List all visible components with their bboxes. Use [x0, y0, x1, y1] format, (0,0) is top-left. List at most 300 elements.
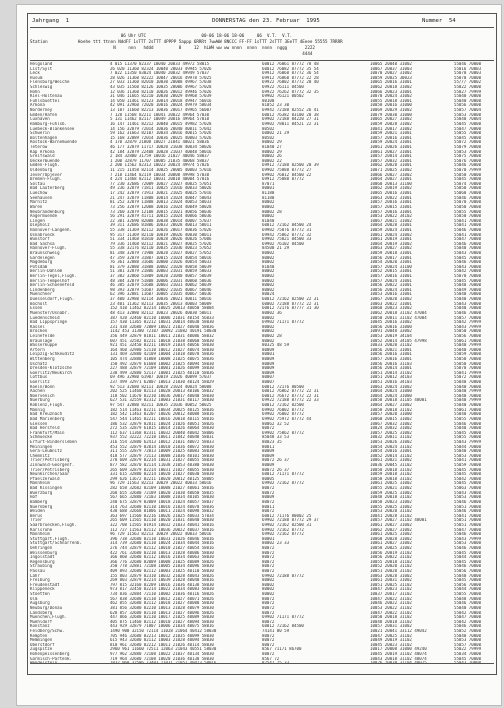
data-cell: 80072: [262, 550, 275, 555]
station-name: Marnitz: [30, 200, 48, 205]
data-cell: 95 317 11369 82110 10019 20026 40030 58011: [110, 232, 212, 237]
data-cell: 10057 20020 31000: [370, 412, 412, 417]
data-cell: 55055 70000: [454, 435, 482, 440]
station-name: Hannover-Langenh.: [30, 227, 72, 232]
data-cell: 10060 20028 31002: [370, 536, 412, 541]
data-cell: 55044 70000: [454, 444, 482, 449]
data-cell: 80002 29: [262, 140, 282, 145]
station-name: Potsdam: [30, 264, 48, 269]
header-line-4: 4444: [30, 51, 313, 56]
station-name: Gardelegen: [30, 255, 55, 260]
data-cell: 55045 70000: [454, 481, 482, 486]
data-cell: 51 381 32879 21806 10003 21031 40059 58033: [110, 269, 212, 274]
column-headers: [30, 32, 494, 61]
data-cell: 615 943 32680 82112 10003 21028 40094 58030: [110, 638, 214, 643]
data-cell: 10061 20024 31002: [370, 232, 412, 237]
issue-number: Nummer 54: [422, 18, 456, 24]
data-cell: 10061 20027 31002: [370, 541, 412, 546]
data-cell: 28 026 11360 82222 10047 20016 49978 57025: [110, 75, 212, 80]
data-cell: 55070 70000: [454, 366, 482, 371]
data-cell: 80009: [262, 453, 275, 458]
data-cell: 10056 20022 31102: [370, 555, 412, 560]
data-cell: 8567 72: [262, 656, 280, 661]
data-cell: 55045 70000: [454, 578, 482, 583]
data-cell: 55051 70000: [454, 522, 482, 527]
data-cell: 69902 75876 87772 31: [262, 227, 312, 232]
data-cell: 10056 20014 31001: [370, 366, 412, 371]
data-cell: 55047 70000: [454, 237, 482, 242]
data-cell: 26 020 11360 82324 10040 20033 49945 57026: [110, 66, 212, 71]
data-cell: 81 379 32880 31808 10002 21028 40058 58039: [110, 264, 212, 269]
data-cell: 55070 70000: [454, 274, 482, 279]
data-cell: 607 451 32582 82211 10018 21038 40060 58030: [110, 338, 214, 343]
data-cell: 55040 70000: [454, 633, 482, 638]
data-cell: 10062 20019 31002: [370, 186, 412, 191]
data-cell: 55056 70000: [454, 103, 482, 108]
data-cell: 55053 70000: [454, 149, 482, 154]
data-cell: 10061 20025 31002: [370, 532, 412, 537]
data-cell: 10056 20017 31001: [370, 255, 412, 260]
data-cell: 81 252 32879 11808 10013 21024 40053 58033: [110, 200, 212, 205]
data-cell: 80009: [262, 370, 275, 375]
station-name: Cuxhaven: [30, 117, 50, 122]
data-cell: 17 242 32879 71913 10021 21025 40025 57016: [110, 191, 212, 196]
data-cell: 69902 76102 84500: [262, 241, 304, 246]
station-name: Goerlitz: [30, 380, 50, 385]
data-cell: 60012 76082 87772 35 54: [262, 66, 319, 71]
data-cell: 547 544 11465 82211 10016 20018 40115 58016: [110, 416, 214, 421]
data-cell: 55055 70000: [454, 131, 482, 136]
station-name: Husum: [30, 75, 43, 80]
data-cell: 80002 28: [262, 209, 282, 214]
station-name: Koeln/Bonn: [30, 384, 55, 389]
data-cell: 55047 70000: [454, 527, 482, 532]
data-cell: 80009: [262, 495, 275, 500]
data-cell: 10057 20024 31001: [370, 278, 412, 283]
data-cell: 69922 76002 87772 20 40: [262, 80, 319, 85]
station-name: Braunschweig: [30, 250, 60, 255]
data-cell: 10032 20011 31102: [370, 435, 412, 440]
data-cell: 10061 20027 31001: [370, 149, 412, 154]
data-cell: 10067 20020 31002: [370, 297, 412, 302]
data-cell: 55070 70000: [454, 200, 482, 205]
station-name: Koblenz,Flugh.: [30, 403, 65, 408]
data-cell: 69902 75888 87772 27: [262, 168, 312, 173]
data-cell: 10045 20023 31102: [370, 642, 412, 647]
data-cell: 55045 70000: [454, 559, 482, 564]
data-cell: 55043 79999: [454, 324, 482, 329]
data-cell: 80002: [262, 582, 275, 587]
station-name: Bocholt: [30, 301, 48, 306]
data-cell: 69902 72188 87772: [262, 573, 304, 578]
station-name: Goerlitz/Neukirch: [30, 370, 72, 375]
data-cell: 55046 70000: [454, 601, 482, 606]
station-name: Kap Arkona: [30, 149, 55, 154]
station-name: Aachen: [30, 389, 45, 394]
station-name: Berlin-Tegel,Flugh.: [30, 274, 77, 279]
station-name: Neunkirchen/Saar: [30, 472, 70, 477]
data-cell: 80009: [262, 347, 275, 352]
data-cell: 10057 20014 31001: [370, 154, 412, 159]
data-cell: 80024: [262, 292, 275, 297]
data-cell: 10065 20016 31001: [370, 80, 412, 85]
data-cell: 55042 70000: [454, 610, 482, 615]
table-frame: [27, 13, 497, 675]
data-cell: 62 396 32881 11607 10005 21035 40067 58036: [110, 292, 212, 297]
data-cell: 55041 70000: [454, 223, 482, 228]
station-name: Lahr: [30, 573, 40, 578]
station-name: Muenchen,Flugh.: [30, 615, 67, 620]
data-cell: 80002: [262, 200, 275, 205]
data-cell: 80072: [262, 486, 275, 491]
station-name: List/Sylt: [30, 66, 53, 71]
data-cell: 46 177 32879 11717 10020 21038 40034 58026: [110, 144, 212, 149]
data-cell: 96 729 11563 82213 10029 20022 40033 58016: [110, 481, 212, 486]
data-cell: 10057 20031 31002: [370, 624, 412, 629]
station-name: Augsburg: [30, 601, 50, 606]
data-cell: 55045 70000: [454, 255, 482, 260]
data-cell: 80009: [262, 357, 275, 361]
data-cell: 55044 70000: [454, 587, 482, 592]
data-cell: 453 552 32879 82014 10010 21036 40072 58030: [110, 444, 214, 449]
data-cell: 55051 70000: [454, 504, 482, 509]
data-cell: 55072 70000: [454, 375, 482, 380]
data-cell: 937 552 32222 72218 10011 21042 40048 58031: [110, 435, 214, 440]
data-cell: 55040 70000: [454, 94, 482, 99]
data-cell: 719 964 32680 72108 10020 21036 40138 58030: [110, 656, 214, 661]
data-cell: 55046 70000: [454, 564, 482, 569]
data-cell: 80072: [262, 569, 275, 574]
data-cell: 55046 70000: [454, 545, 482, 550]
data-cell: 80072 26 37: [262, 458, 290, 463]
data-cell: 55043 70000: [454, 264, 482, 269]
data-cell: 42 184 32879 22408 10028 21037 40048 58016: [110, 149, 212, 154]
data-cell: 55046 70000: [454, 624, 482, 629]
data-cell: 240 675 32879 82009 10018 21024 40057 58037: [110, 499, 214, 504]
data-cell: 60002 21 29: [262, 131, 290, 136]
data-cell: 55046 70000: [454, 62, 482, 66]
data-cell: 55040 79999: [454, 389, 482, 394]
station-name: Bad Lauterberg: [30, 186, 65, 191]
station-name: Trier: [30, 518, 43, 523]
station-name: Zugspitze: [30, 647, 53, 652]
data-cell: 55046 70000: [454, 532, 482, 537]
data-cell: 55059 70000: [454, 463, 482, 468]
data-cell: 10021 20041 33112 49042: [370, 628, 427, 633]
data-cell: 10057 20016 31001: [370, 357, 412, 361]
station-name: Schmuecke: [30, 435, 53, 440]
data-cell: 55045 70000: [454, 656, 482, 661]
data-cell: 55040 70000: [454, 449, 482, 454]
data-cell: 322 708 11565 81914 10032 21033 40041 58016: [110, 522, 214, 527]
data-cell: 60012 72176 80500: [262, 384, 304, 389]
station-name: Luebeck-Blankensee: [30, 126, 75, 131]
data-cell: 10052 20014 34105 47998: [370, 338, 427, 343]
station-name: Lingen: [30, 218, 45, 223]
data-cell: 10069 20029 31002: [370, 108, 412, 113]
data-cell: 55041 70000: [454, 513, 482, 518]
data-cell: 186 532 32879 82811 10024 21026 40051 58026: [110, 421, 214, 426]
data-cell: 10055 20025 31002: [370, 504, 412, 509]
station-name: Seehausen: [30, 195, 53, 200]
data-cell: 10053 20020 31102: [370, 509, 412, 514]
data-cell: 10056 20021 31001: [370, 347, 412, 352]
data-cell: 80002 28: [262, 333, 282, 338]
data-cell: 55046 70000: [454, 260, 482, 265]
data-cell: 80072: [262, 596, 275, 601]
data-cell: 47 359 32879 31807 10015 21024 40054 58016: [110, 255, 212, 260]
data-cell: 55040 70000: [454, 412, 482, 417]
station-name: Luedenscheid: [30, 315, 60, 320]
data-cell: 14 156 32879 72014 10036 20040 40011 57042: [110, 126, 212, 131]
station-name: Stuttgart/Schnarrenb.: [30, 541, 82, 546]
data-cell: 12 036 11360 82110 10026 20012 49946 57026: [110, 89, 212, 94]
data-cell: 10051 20012 34103: [370, 375, 412, 380]
data-cell: 55046 70000: [454, 509, 482, 514]
data-cell: 438 688 32668 81806 10011 21024 40098 58032: [110, 509, 214, 514]
station-name: Magdeburg: [30, 260, 53, 265]
data-cell: 10067 20037 31003: [370, 66, 412, 71]
station-name: Hof: [30, 495, 38, 500]
data-cell: 13 107 11660 82213 10036 20017 49965 56007: [110, 108, 212, 113]
data-cell: 10060 20015 31002: [370, 416, 412, 421]
station-name: Weiden: [30, 509, 45, 514]
data-cell: 55051 70000: [454, 518, 482, 523]
data-cell: 51 334 11468 81810 10028 20026 40026 57006: [110, 237, 212, 242]
data-cell: 55042 70000: [454, 476, 482, 481]
data-cell: 10048 20018 31102: [370, 495, 412, 500]
data-cell: 55061 70000: [454, 407, 482, 412]
data-cell: 10063 20027 31002: [370, 246, 412, 251]
data-cell: 447 866 32680 82110 10017 21025 40089 58030: [110, 615, 214, 620]
station-name: Bad Marienberg: [30, 416, 65, 421]
station-name: Rostock-Warnemuende: [30, 140, 77, 145]
station-name: Weissenburg: [30, 550, 58, 555]
data-cell: 48 384 32879 51808 10006 21031 40060 58036: [110, 278, 212, 283]
data-cell: 10058 20023 31002: [370, 499, 412, 504]
data-cell: 80009: [262, 449, 275, 454]
data-cell: 80002: [262, 278, 275, 283]
data-cell: 55070 70000: [454, 75, 482, 80]
data-cell: 10059 20024 31001: [370, 227, 412, 232]
data-cell: 10047 20022 31102: [370, 610, 412, 615]
data-cell: 69942 75862 87772 32: [262, 232, 312, 237]
data-cell: 80002: [262, 315, 275, 320]
data-cell: 10059 20021 31001: [370, 131, 412, 136]
data-cell: 55045 70000: [454, 472, 482, 477]
data-cell: 69902 72162 87772: [262, 527, 304, 532]
data-cell: 69902 72188 84220 27 31: [262, 117, 319, 122]
data-cell: 10051 20020 31102: [370, 569, 412, 574]
data-cell: 311 555 32879 72013 10009 21025 40083 58038: [110, 449, 214, 454]
station-name: Teterow: [30, 144, 48, 149]
station-name: Gera-Leumnitz: [30, 449, 63, 454]
station-name: Fuhlsbuettel: [30, 98, 60, 103]
data-cell: 69902 71171 87772: [262, 615, 304, 620]
data-cell: 81052 23 30: [262, 103, 290, 108]
station-name: Emden/Hafen: [30, 112, 58, 117]
data-cell: 80100: [262, 98, 275, 103]
data-cell: 85048 33 53: [262, 435, 290, 440]
data-cell: 877 582 32870 82114 11038 21053 40380 58030: [110, 463, 214, 468]
station-name: Ueckermuende: [30, 158, 60, 163]
data-cell: 15 168 32889 72014 10036 20025 40003 57026: [110, 135, 212, 140]
data-cell: 10041 20028 31102: [370, 513, 412, 518]
data-cell: 2960 961 11660 72511 12063 21043 40551 58030: [110, 647, 217, 652]
data-cell: 80072 26 37: [262, 467, 290, 472]
station-name: Luechow: [30, 191, 48, 196]
station-name: Leipzig-Schkeuditz: [30, 352, 75, 357]
data-cell: 10043 20018 31102 48074: [370, 656, 427, 661]
data-cell: 10056 20019 31102: [370, 550, 412, 555]
data-cell: 10057 20032 31001: [370, 158, 412, 163]
data-cell: 55043 70000: [454, 490, 482, 495]
data-cell: 10064 20027 31002: [370, 403, 412, 408]
data-cell: 80072: [262, 499, 275, 504]
data-cell: 60012 72162 84500: [262, 624, 304, 629]
data-cell: 80072: [262, 490, 275, 495]
data-cell: 55056 70000: [454, 333, 482, 338]
data-cell: 164 460 32980 52110 10012 21027 40074 58030: [110, 347, 214, 352]
data-cell: 10062 20018 31002: [370, 85, 412, 90]
data-cell: 97 547 32880 82211 10035 21036 40052 58025: [110, 403, 212, 408]
data-cell: 182 542 11463 82207 10026 20012 40088 58016: [110, 412, 214, 417]
data-cell: 272 535 32879 61815 10014 21026 40064 58030: [110, 426, 214, 431]
data-cell: 10041 20017 31002: [370, 126, 412, 131]
data-cell: 55072 70000: [454, 140, 482, 145]
data-cell: 55040 70000: [454, 347, 482, 352]
data-cell: 10066 20027 31002: [370, 172, 412, 177]
station-name: Saarbruecken,Flugh.: [30, 522, 77, 527]
data-cell: 810 961 32680 82212 10011 21026 40114 58030: [110, 642, 214, 647]
data-cell: 69 496 32980 61907 10019 21026 40099 57037: [110, 375, 212, 380]
data-cell: 1832 968 32586 73403 11031 21051 40423 58016: [110, 661, 217, 666]
station-name: Freiburg: [30, 578, 50, 583]
data-cell: 10071 20025 31002: [370, 168, 412, 173]
data-cell: 10057 20025 31002: [370, 430, 412, 435]
data-cell: 55050 70000: [454, 357, 482, 361]
data-cell: 10067 20021 31002: [370, 218, 412, 223]
data-cell: 77 230 32686 72009 10027 21027 40025 57051: [110, 181, 212, 186]
data-cell: 10054 20016 31001: [370, 449, 412, 454]
data-cell: 314 739 32680 82110 10024 21034 40044 58016: [110, 541, 214, 546]
data-cell: 69902 72162 87772: [262, 481, 304, 486]
data-cell: 409 893 32680 82112 10003 21025 40110 58030: [110, 569, 214, 574]
header-line-2: Station Hoehe ttt ttnnn NddFF 1sTTT 2sTTT 4PPPP 5appp 6RRRt 7wwWW 8NCCC FF-FF 1sTTT 2sTTT 3EeTT 4Eeee 55555 7RRRR: [30, 39, 343, 44]
data-cell: 396 738 32680 82110 10033 21026 40046 58016: [110, 536, 214, 541]
data-cell: 10062 20018 31102 47004: [370, 310, 427, 315]
data-cell: 80011: [262, 504, 275, 509]
data-cell: 80002: [262, 250, 275, 255]
data-cell: 76 361 32888 31606 10000 21026 40054 58033: [110, 260, 212, 265]
station-name: Karlsruhe: [30, 527, 53, 532]
data-cell: 80002: [262, 283, 275, 288]
station-name: Brocken: [30, 329, 48, 334]
data-cell: 238 499 32880 52117 10001 21025 40110 58036: [110, 370, 214, 375]
data-cell: 10051 20025 31102: [370, 582, 412, 587]
data-cell: 22 301 32690 82008 10038 20014 40007 57037: [110, 218, 212, 223]
data-cell: 10056 20022 31001: [370, 283, 412, 288]
station-name: Greifswald: [30, 154, 55, 159]
data-cell: 10058 20018 31102: [370, 407, 412, 412]
data-cell: 2 200 11562 82313 10023 20024 49974 57026: [110, 163, 210, 168]
station-name: Giessen: [30, 421, 48, 426]
station-name: Oehringen: [30, 545, 53, 550]
data-cell: 10060 20013 31100: [370, 181, 412, 186]
data-cell: 10055 20021 31002: [370, 486, 412, 491]
station-name: Kempten: [30, 633, 48, 638]
data-cell: 80001: [262, 186, 275, 191]
data-cell: 60012 76862 87772 22 31: [262, 389, 319, 394]
data-cell: 69902 76002 87772: [262, 407, 304, 412]
data-cell: 55041 79999: [454, 370, 482, 375]
data-cell: 10061 20019 31001: [370, 237, 412, 242]
station-name: Muehldorf: [30, 619, 53, 624]
data-cell: 69902 76121 80502: [262, 94, 304, 99]
data-cell: 10056 20024 31001: [370, 287, 412, 292]
station-name: Angermuende: [30, 214, 58, 219]
data-cell: 331 615 32880 82214 10020 21027 40030 58030: [110, 472, 214, 477]
data-cell: 55046 70000: [454, 421, 482, 426]
data-cell: 80002: [262, 274, 275, 279]
station-name: Hohn: [30, 89, 40, 94]
data-cell: 10024 20032 31002: [370, 426, 412, 431]
data-cell: 80072: [262, 619, 275, 624]
station-name: Artern: [30, 347, 45, 352]
data-cell: 80023 35: [262, 439, 282, 444]
data-cell: 69902 76002 87772: [262, 412, 304, 417]
data-cell: 55 338 11369 82112 10026 20017 40036 57026: [110, 227, 212, 232]
data-cell: 55057 70000: [454, 315, 482, 320]
data-cell: 1142 453 31380 72107 10092 21082 40191 58030: [110, 329, 217, 334]
data-cell: 80072: [262, 642, 275, 647]
data-cell: 55045 70000: [454, 135, 482, 140]
data-cell: 49 236 32879 71811 10025 21016 40033 58026: [110, 186, 212, 191]
data-cell: 10064 20019 31002: [370, 241, 412, 246]
data-cell: 10053 20022 31102: [370, 605, 412, 610]
data-cell: 55053 70000: [454, 638, 482, 643]
data-cell: 55034 70000: [454, 652, 482, 656]
data-cell: 55041 70000: [454, 232, 482, 237]
data-cell: 381 856 32680 82210 10013 21028 40079 58030: [110, 605, 214, 610]
data-cell: 734 836 32884 72110 10002 21036 40116 58026: [110, 592, 214, 597]
data-cell: 21 247 32879 11808 10014 21024 40047 58043: [110, 195, 212, 200]
data-cell: 55040 70000: [454, 283, 482, 288]
station-name: Osnabrueck: [30, 232, 55, 237]
data-cell: 80072: [262, 652, 275, 656]
data-cell: 7 022 11350 83024 10040 20032 49949 57037: [110, 71, 210, 76]
data-cell: 10059 20018 31102: [370, 472, 412, 477]
data-cell: 152 410 11462 82214 10025 20013 40050 58004: [110, 306, 214, 311]
data-cell: 567 665 32880 72103 10008 21034 40105 58030: [110, 495, 214, 500]
data-cell: 366 776 32680 82009 10008 21025 40089 58026: [110, 559, 214, 564]
station-name: Essen: [30, 306, 43, 311]
data-cell: 55040 70000: [454, 246, 482, 251]
data-cell: 55040 70004: [454, 117, 482, 122]
station-name: Oldenburg: [30, 168, 53, 173]
data-cell: 55075 70000: [454, 154, 482, 159]
data-cell: 79 336 11468 82112 10021 20027 40025 57026: [110, 241, 212, 246]
station-name: Hamburg-Fuhlsb.: [30, 121, 67, 126]
data-cell: 55040 70000: [454, 426, 482, 431]
data-cell: 55053 70000: [454, 112, 482, 117]
station-name: Passau: [30, 569, 45, 574]
data-cell: 81040 27: [262, 144, 282, 149]
data-cell: 55047 70000: [454, 615, 482, 620]
data-cell: 1490 908 32150 72114 11028 21064 40412 58030: [110, 628, 217, 633]
station-name: Wendelstein: [30, 661, 58, 666]
data-cell: 81040: [262, 264, 275, 269]
